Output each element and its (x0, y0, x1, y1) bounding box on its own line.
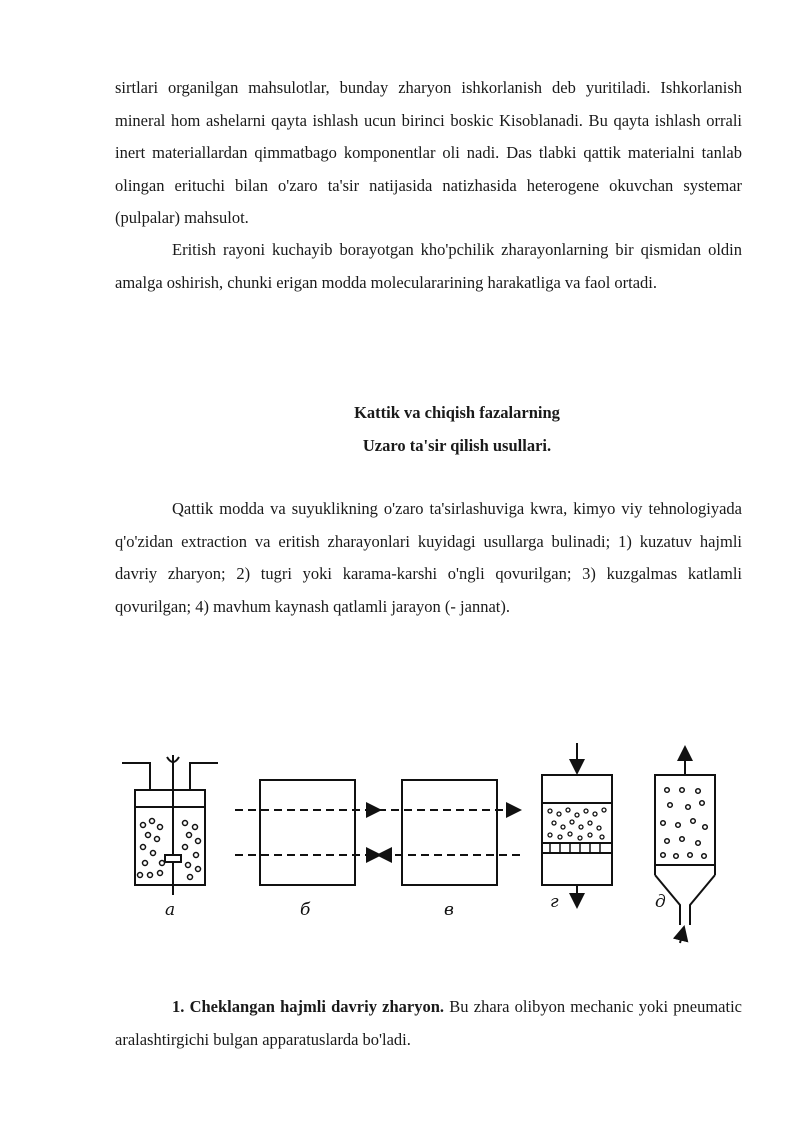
apparatus-d (655, 747, 715, 943)
label-g: г (550, 892, 559, 912)
label-d: д (655, 892, 666, 912)
apparatus-diagram (110, 735, 730, 960)
section-heading (115, 396, 799, 462)
paragraph-4-lead: 1. Cheklangan hajmli davriy zharyon. (172, 997, 445, 1016)
apparatus-figure (110, 735, 730, 960)
label-a: а (165, 900, 176, 920)
paragraph-1: sirtlari organilgan mahsulotlar, bunday zharyon ishkorlanish deb yuritiladi. Ishkorlanish mineral hom ashelarni qayta ishlash ucun birinci boskic Kisoblanadi. Bu qayta ishlash orrali inert materiallardan qimmatbago komponentlar oli nadi. Das tlabki qattik materialni tanlab olingan erituсhi bilan o'zaro ta'sir natijasida natizhasida heterogene okuvchan systemar (pulpalar) mahsulot. (115, 78, 742, 228)
paragraph-4 (115, 991, 742, 1056)
heading-line-1: Kattik va chiqish fazalarning (354, 403, 560, 422)
paragraph-2: Eritish rayoni kuchayib borayotgan kho'pchilik zharayonlarning bir qismidan oldin amalga oshirish, chunki erigan modda moleculararining harakatliga va faol ortadi. (115, 240, 742, 292)
vessel-v-body (402, 780, 497, 885)
paragraph-3: Qattik modda va suyuklikning o'zaro ta'sirlashuviga kwra, kimyo viy tehnologiyada q'o'zidan extraction va eritish zharayonlari kuyidagi usullarga bulinadi; 1) kuzatuv hajmli davriy zharyon; 2) tugri yoki karama-karshi o'ngli qovurilgan; 3) kuzgalmas katlamli qovurilgan; 4) mavhum kaynash qatlamli jarayon (- jannat). (115, 499, 742, 616)
apparatus-v (378, 780, 520, 885)
apparatus-a (122, 755, 218, 895)
vessel-b-body (260, 780, 355, 885)
label-v: в (444, 900, 454, 920)
paragraph-4-text: Bu zhara olibyon mechanic yoki pneumatic aralashtirgichi bulgan apparatuslarda bo'ladi. (115, 997, 742, 1049)
apparatus-b (235, 780, 380, 885)
label-b: б (300, 900, 311, 920)
heading-line-2: Uzaro ta'sir qilish usullari. (362, 436, 552, 455)
apparatus-g (542, 743, 612, 907)
vessel-g-body (542, 775, 612, 885)
vessel-a-body (135, 790, 205, 885)
